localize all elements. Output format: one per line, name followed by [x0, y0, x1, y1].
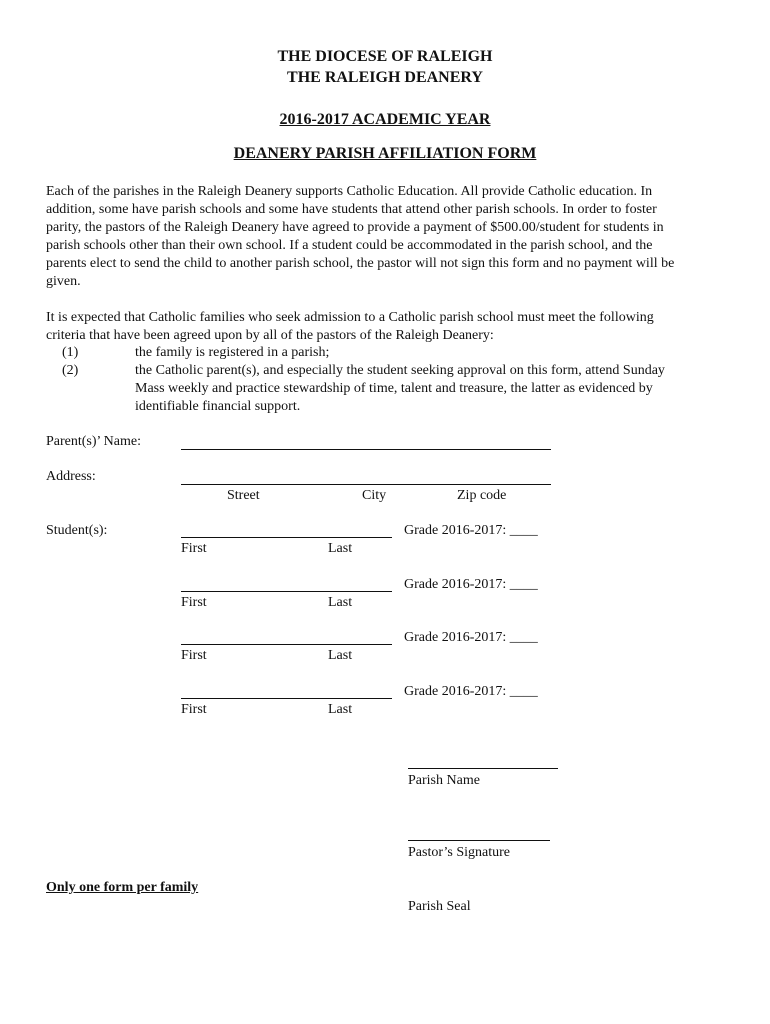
grade-field[interactable]: Grade 2016-2017: ____ — [404, 523, 538, 538]
intro-line: parity, the pastors of the Raleigh Deanery have agreed to provide a payment of $500.00/student for students in — [46, 220, 664, 235]
student-name-field[interactable] — [181, 698, 392, 699]
student-name-field[interactable] — [181, 591, 392, 592]
address-field[interactable] — [181, 484, 551, 485]
criteria-text: the Catholic parent(s), and especially the student seeking approval on this form, attend Sunday — [135, 363, 665, 378]
students-label: Student(s): — [46, 523, 108, 538]
last-caption: Last — [328, 595, 353, 610]
criteria-text: identifiable financial support. — [135, 399, 301, 414]
zip-caption: Zip code — [457, 488, 507, 503]
parish-name-field[interactable] — [408, 768, 558, 769]
criteria-line: criteria that have been agreed upon by all of the pastors of the Raleigh Deanery: — [46, 328, 494, 343]
criteria-number: (2) — [62, 363, 79, 378]
intro-paragraph — [46, 183, 736, 291]
intro-line: Each of the parishes in the Raleigh Deanery supports Catholic Education. All provide Catholic education. In — [46, 184, 653, 199]
first-caption: First — [181, 595, 207, 610]
first-caption: First — [181, 648, 207, 663]
criteria-line: It is expected that Catholic families who seek admission to a Catholic parish school must meet the following — [46, 310, 654, 325]
criteria-text: Mass weekly and practice stewardship of time, talent and treasure, the latter as evidenced by — [135, 381, 653, 396]
form-title: DEANERY PARISH AFFILIATION FORM — [233, 145, 537, 162]
intro-line: parish schools other than their own school. If a student could be accommodated in the parish school, and the — [46, 238, 653, 253]
intro-line: addition, some have parish schools and some have students that attend other parish schools. In order to foster — [46, 202, 657, 217]
grade-field[interactable]: Grade 2016-2017: ____ — [404, 630, 538, 645]
criteria-number: (1) — [62, 345, 79, 360]
grade-field[interactable]: Grade 2016-2017: ____ — [404, 684, 538, 699]
academic-year-title: 2016-2017 ACADEMIC YEAR — [279, 111, 491, 128]
footer-note: Only one form per family — [46, 880, 199, 895]
street-caption: Street — [227, 488, 260, 503]
header-diocese: THE DIOCESE OF RALEIGH — [277, 48, 493, 65]
first-caption: First — [181, 702, 207, 717]
student-name-field[interactable] — [181, 644, 392, 645]
criteria-paragraph — [46, 309, 736, 345]
parish-name-caption: Parish Name — [408, 773, 480, 788]
city-caption: City — [362, 488, 387, 503]
intro-line: given. — [46, 274, 81, 289]
intro-line: parents elect to send the child to another parish school, the pastor will not sign this form and no payment will be — [46, 256, 675, 271]
parish-seal-caption: Parish Seal — [408, 899, 471, 914]
student-name-field[interactable] — [181, 537, 392, 538]
first-caption: First — [181, 541, 207, 556]
address-label: Address: — [46, 469, 96, 484]
pastor-signature-caption: Pastor’s Signature — [408, 845, 511, 860]
criteria-text: the family is registered in a parish; — [135, 345, 330, 360]
last-caption: Last — [328, 541, 353, 556]
last-caption: Last — [328, 702, 353, 717]
last-caption: Last — [328, 648, 353, 663]
pastor-signature-field[interactable] — [408, 840, 550, 841]
grade-field[interactable]: Grade 2016-2017: ____ — [404, 577, 538, 592]
header-deanery: THE RALEIGH DEANERY — [287, 69, 483, 86]
parents-name-field[interactable] — [181, 449, 551, 450]
parents-name-label: Parent(s)’ Name: — [46, 434, 141, 449]
